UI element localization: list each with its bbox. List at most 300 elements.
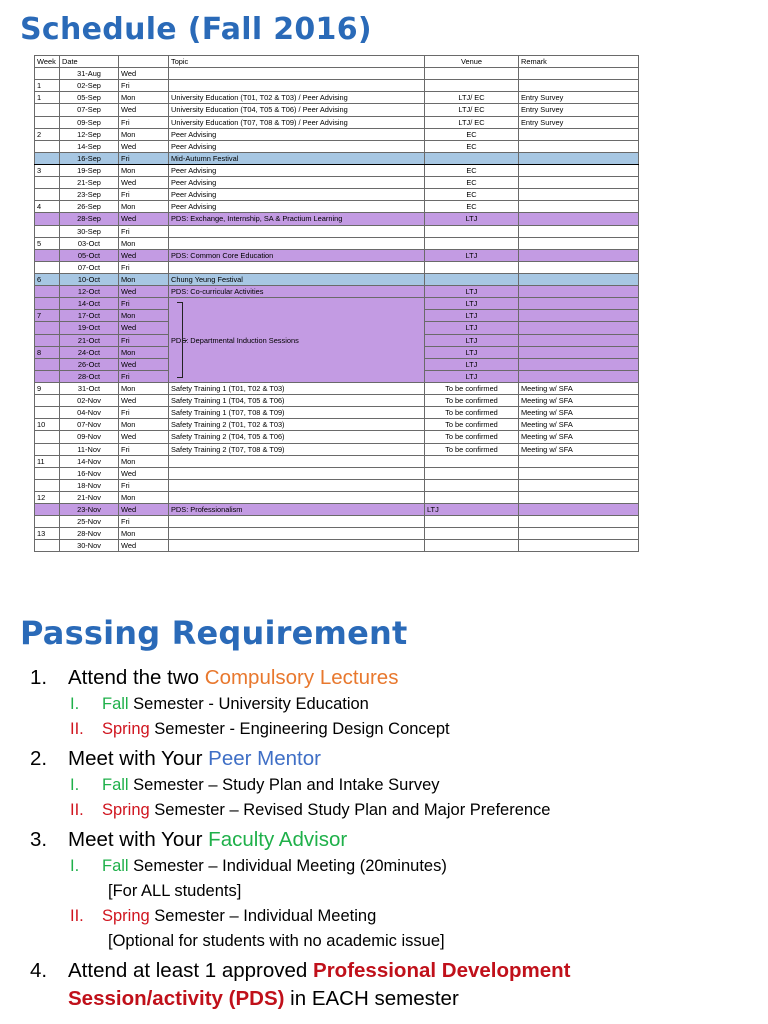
topic-cell: Peer Advising — [169, 164, 425, 176]
remark-cell — [519, 261, 639, 273]
date-cell: 23-Sep — [60, 189, 119, 201]
sub-requirement-text: Semester – Revised Study Plan and Major Preference — [149, 801, 551, 819]
date-cell: 16-Sep — [60, 152, 119, 164]
requirement-text: Session/activity (PDS) — [68, 987, 285, 1010]
week-cell — [35, 504, 60, 516]
week-cell: 12 — [35, 491, 60, 503]
day-cell: Fri — [119, 334, 169, 346]
sub-requirement-list — [30, 692, 750, 742]
remark-cell — [519, 516, 639, 528]
requirement-text: Professional Development — [313, 959, 571, 982]
requirement-text: Faculty Advisor — [208, 828, 348, 851]
remark-cell — [519, 164, 639, 176]
sub-requirement-note: [Optional for students with no academic issue] — [108, 932, 445, 950]
week-cell — [35, 370, 60, 382]
remark-cell: Meeting w/ SFA — [519, 443, 639, 455]
week-cell — [35, 261, 60, 273]
venue-cell: LTJ — [425, 370, 519, 382]
day-cell: Wed — [119, 431, 169, 443]
day-cell: Mon — [119, 346, 169, 358]
remark-cell — [519, 68, 639, 80]
sub-requirement-text: Fall — [102, 776, 129, 794]
requirement-text: Attend at least 1 approved — [68, 959, 314, 982]
venue-cell — [425, 68, 519, 80]
venue-cell — [425, 455, 519, 467]
week-cell: 7 — [35, 310, 60, 322]
day-cell: Wed — [119, 140, 169, 152]
sub-requirement-text: Spring — [102, 907, 150, 925]
remark-cell — [519, 213, 639, 225]
schedule-row — [35, 395, 639, 407]
remark-cell — [519, 346, 639, 358]
remark-cell — [519, 370, 639, 382]
topic-cell: PDS: Common Core Education — [169, 249, 425, 261]
sub-requirement-text: Semester – Individual Meeting — [149, 907, 377, 925]
date-cell: 07-Sep — [60, 104, 119, 116]
roman-numeral: II. — [70, 801, 84, 819]
day-cell: Wed — [119, 68, 169, 80]
remark-cell — [519, 322, 639, 334]
day-cell: Mon — [119, 310, 169, 322]
venue-cell — [425, 152, 519, 164]
venue-cell — [425, 540, 519, 552]
sub-requirement-item — [70, 692, 750, 717]
remark-cell: Meeting w/ SFA — [519, 431, 639, 443]
week-cell — [35, 395, 60, 407]
venue-cell: LTJ — [425, 504, 519, 516]
day-cell: Fri — [119, 225, 169, 237]
week-cell: 10 — [35, 419, 60, 431]
venue-cell: EC — [425, 177, 519, 189]
date-cell: 16-Nov — [60, 467, 119, 479]
topic-cell: PDS: Co-curricular Activities — [169, 286, 425, 298]
week-cell — [35, 407, 60, 419]
schedule-row — [35, 382, 639, 394]
day-cell: Wed — [119, 504, 169, 516]
schedule-row — [35, 298, 639, 310]
venue-cell: LTJ/ EC — [425, 92, 519, 104]
topic-cell: Peer Advising — [169, 140, 425, 152]
venue-cell: LTJ — [425, 213, 519, 225]
week-cell — [35, 298, 60, 310]
schedule-row — [35, 152, 639, 164]
venue-cell: LTJ/ EC — [425, 116, 519, 128]
topic-cell: Safety Training 1 (T01, T02 & T03) — [169, 382, 425, 394]
date-cell: 03-Oct — [60, 237, 119, 249]
remark-cell: Entry Survey — [519, 104, 639, 116]
roman-numeral: I. — [70, 776, 80, 794]
remark-cell — [519, 273, 639, 285]
date-cell: 09-Nov — [60, 431, 119, 443]
remark-cell — [519, 201, 639, 213]
schedule-header-row — [35, 56, 639, 68]
schedule-row — [35, 128, 639, 140]
sub-requirement-note: [For ALL students] — [108, 882, 242, 900]
remark-cell — [519, 225, 639, 237]
schedule-row — [35, 540, 639, 552]
venue-cell: LTJ — [425, 310, 519, 322]
remark-cell — [519, 455, 639, 467]
requirement-item — [30, 745, 750, 823]
sub-requirement-item — [70, 798, 750, 823]
schedule-table — [34, 55, 639, 552]
date-cell: 18-Nov — [60, 479, 119, 491]
roman-numeral: II. — [70, 720, 84, 738]
date-cell: 17-Oct — [60, 310, 119, 322]
day-cell: Mon — [119, 419, 169, 431]
requirement-item — [30, 826, 750, 954]
week-cell — [35, 334, 60, 346]
schedule-row — [35, 177, 639, 189]
date-cell: 26-Sep — [60, 201, 119, 213]
schedule-row — [35, 140, 639, 152]
day-cell: Fri — [119, 80, 169, 92]
date-cell: 02-Sep — [60, 80, 119, 92]
date-cell: 14-Oct — [60, 298, 119, 310]
schedule-row — [35, 261, 639, 273]
schedule-row — [35, 443, 639, 455]
day-cell: Mon — [119, 528, 169, 540]
roman-numeral: II. — [70, 907, 84, 925]
header-topic: Topic — [169, 56, 425, 68]
header-remark: Remark — [519, 56, 639, 68]
topic-cell — [169, 237, 425, 249]
date-cell: 21-Nov — [60, 491, 119, 503]
week-cell — [35, 286, 60, 298]
date-cell: 24-Oct — [60, 346, 119, 358]
date-cell: 02-Nov — [60, 395, 119, 407]
schedule-row — [35, 68, 639, 80]
date-cell: 14-Sep — [60, 140, 119, 152]
requirement-text: Attend the two — [68, 666, 205, 689]
header-venue: Venue — [425, 56, 519, 68]
remark-cell: Meeting w/ SFA — [519, 395, 639, 407]
venue-cell: LTJ — [425, 298, 519, 310]
header-date: Date — [60, 56, 119, 68]
week-cell — [35, 249, 60, 261]
remark-cell — [519, 286, 639, 298]
requirement-number: 3. — [30, 828, 48, 851]
day-cell: Fri — [119, 152, 169, 164]
week-cell — [35, 213, 60, 225]
week-cell: 1 — [35, 92, 60, 104]
date-cell: 23-Nov — [60, 504, 119, 516]
week-cell — [35, 322, 60, 334]
day-cell: Fri — [119, 298, 169, 310]
week-cell: 8 — [35, 346, 60, 358]
topic-cell — [169, 491, 425, 503]
day-cell: Wed — [119, 467, 169, 479]
header-week: Week — [35, 56, 60, 68]
day-cell: Mon — [119, 92, 169, 104]
date-cell: 12-Sep — [60, 128, 119, 140]
sub-requirement-text: Semester – Individual Meeting (20minutes) — [128, 857, 447, 875]
date-cell: 11-Nov — [60, 443, 119, 455]
requirement-text: in EACH semester — [284, 987, 459, 1010]
schedule-row — [35, 455, 639, 467]
remark-cell: Entry Survey — [519, 92, 639, 104]
week-cell — [35, 68, 60, 80]
day-cell: Wed — [119, 177, 169, 189]
venue-cell: To be confirmed — [425, 431, 519, 443]
topic-cell — [169, 516, 425, 528]
venue-cell: To be confirmed — [425, 382, 519, 394]
sub-requirement-text: Fall — [102, 695, 129, 713]
week-cell: 2 — [35, 128, 60, 140]
week-cell — [35, 116, 60, 128]
venue-cell: LTJ/ EC — [425, 104, 519, 116]
topic-cell: Chung Yeung Festival — [169, 273, 425, 285]
schedule-row — [35, 467, 639, 479]
date-cell: 09-Sep — [60, 116, 119, 128]
venue-cell: To be confirmed — [425, 407, 519, 419]
schedule-row — [35, 504, 639, 516]
date-cell: 07-Nov — [60, 419, 119, 431]
week-cell — [35, 140, 60, 152]
schedule-row — [35, 116, 639, 128]
day-cell: Fri — [119, 189, 169, 201]
remark-cell — [519, 540, 639, 552]
day-cell: Mon — [119, 164, 169, 176]
topic-cell: Peer Advising — [169, 189, 425, 201]
date-cell: 28-Sep — [60, 213, 119, 225]
remark-cell — [519, 467, 639, 479]
date-cell: 10-Oct — [60, 273, 119, 285]
sub-requirement-list — [30, 854, 750, 954]
date-cell: 30-Sep — [60, 225, 119, 237]
topic-cell — [169, 261, 425, 273]
week-cell — [35, 516, 60, 528]
schedule-row — [35, 491, 639, 503]
venue-cell: To be confirmed — [425, 395, 519, 407]
week-cell — [35, 104, 60, 116]
sub-requirement-text: Semester - University Education — [128, 695, 369, 713]
topic-cell — [169, 455, 425, 467]
topic-cell — [169, 80, 425, 92]
week-cell — [35, 152, 60, 164]
remark-cell — [519, 189, 639, 201]
week-cell — [35, 443, 60, 455]
date-cell: 31-Aug — [60, 68, 119, 80]
remark-cell — [519, 80, 639, 92]
remark-cell — [519, 528, 639, 540]
week-cell: 6 — [35, 273, 60, 285]
sub-requirement-item — [70, 904, 750, 929]
schedule-title: Schedule (Fall 2016) — [20, 12, 372, 47]
topic-cell: University Education (T01, T02 & T03) / Peer Advising — [169, 92, 425, 104]
schedule-row — [35, 286, 639, 298]
day-cell: Fri — [119, 116, 169, 128]
venue-cell — [425, 225, 519, 237]
topic-cell: Safety Training 2 (T07, T08 & T09) — [169, 443, 425, 455]
remark-cell — [519, 358, 639, 370]
day-cell: Mon — [119, 382, 169, 394]
schedule-row — [35, 80, 639, 92]
date-cell: 05-Oct — [60, 249, 119, 261]
venue-cell: EC — [425, 128, 519, 140]
remark-cell: Meeting w/ SFA — [519, 407, 639, 419]
week-cell: 13 — [35, 528, 60, 540]
schedule-row — [35, 431, 639, 443]
sub-requirement-text: Fall — [102, 857, 129, 875]
venue-cell: LTJ — [425, 346, 519, 358]
week-cell: 4 — [35, 201, 60, 213]
venue-cell: EC — [425, 201, 519, 213]
remark-cell — [519, 140, 639, 152]
day-cell: Wed — [119, 104, 169, 116]
sub-requirement-item — [70, 773, 750, 798]
venue-cell: LTJ — [425, 286, 519, 298]
topic-cell — [169, 467, 425, 479]
venue-cell — [425, 528, 519, 540]
topic-cell: Peer Advising — [169, 201, 425, 213]
departmental-induction-cell — [169, 298, 425, 383]
day-cell: Wed — [119, 249, 169, 261]
remark-cell — [519, 491, 639, 503]
requirement-number: 2. — [30, 747, 48, 770]
remark-cell: Entry Survey — [519, 116, 639, 128]
venue-cell: LTJ — [425, 249, 519, 261]
week-cell — [35, 189, 60, 201]
date-cell: 21-Oct — [60, 334, 119, 346]
topic-cell: Safety Training 1 (T04, T05 & T06) — [169, 395, 425, 407]
schedule-row — [35, 225, 639, 237]
remark-cell — [519, 334, 639, 346]
venue-cell — [425, 467, 519, 479]
venue-cell — [425, 237, 519, 249]
day-cell: Wed — [119, 358, 169, 370]
schedule-row — [35, 189, 639, 201]
venue-cell: EC — [425, 189, 519, 201]
requirement-list — [30, 664, 750, 1016]
schedule-row — [35, 249, 639, 261]
schedule-row — [35, 104, 639, 116]
venue-cell: EC — [425, 140, 519, 152]
requirement-text: Meet with Your — [68, 747, 209, 770]
week-cell — [35, 225, 60, 237]
requirement-item — [30, 957, 750, 1013]
topic-cell: Peer Advising — [169, 128, 425, 140]
schedule-row — [35, 407, 639, 419]
remark-cell — [519, 128, 639, 140]
remark-cell — [519, 249, 639, 261]
topic-cell: University Education (T04, T05 & T06) / Peer Advising — [169, 104, 425, 116]
day-cell: Mon — [119, 455, 169, 467]
remark-cell — [519, 237, 639, 249]
date-cell: 28-Nov — [60, 528, 119, 540]
header-day — [119, 56, 169, 68]
topic-cell: Mid-Autumn Festival — [169, 152, 425, 164]
topic-cell: Safety Training 2 (T01, T02 & T03) — [169, 419, 425, 431]
week-cell — [35, 540, 60, 552]
day-cell: Wed — [119, 213, 169, 225]
roman-numeral: I. — [70, 857, 80, 875]
day-cell: Mon — [119, 237, 169, 249]
topic-cell: Safety Training 2 (T04, T05 & T06) — [169, 431, 425, 443]
schedule-row — [35, 201, 639, 213]
day-cell: Fri — [119, 261, 169, 273]
week-cell — [35, 177, 60, 189]
date-cell: 14-Nov — [60, 455, 119, 467]
topic-cell — [169, 225, 425, 237]
remark-cell — [519, 177, 639, 189]
venue-cell — [425, 273, 519, 285]
week-cell — [35, 467, 60, 479]
sub-requirement-text: Spring — [102, 720, 150, 738]
requirement-number: 4. — [30, 959, 48, 982]
week-cell: 3 — [35, 164, 60, 176]
date-cell: 28-Oct — [60, 370, 119, 382]
remark-cell: Meeting w/ SFA — [519, 382, 639, 394]
sub-requirement-text: Semester – Study Plan and Intake Survey — [128, 776, 440, 794]
requirement-text: Meet with Your — [68, 828, 209, 851]
schedule-row — [35, 273, 639, 285]
sub-requirement-item — [70, 854, 750, 879]
week-cell: 9 — [35, 382, 60, 394]
date-cell: 19-Oct — [60, 322, 119, 334]
requirement-text: Peer Mentor — [208, 747, 321, 770]
departmental-induction-label: PDS: Departmental Induction Sessions — [171, 335, 299, 345]
topic-cell: PDS: Professionalism — [169, 504, 425, 516]
date-cell: 12-Oct — [60, 286, 119, 298]
topic-cell: Safety Training 1 (T07, T08 & T09) — [169, 407, 425, 419]
remark-cell: Meeting w/ SFA — [519, 419, 639, 431]
date-cell: 25-Nov — [60, 516, 119, 528]
venue-cell: LTJ — [425, 322, 519, 334]
sub-requirement-item — [70, 717, 750, 742]
schedule-row — [35, 419, 639, 431]
roman-numeral: I. — [70, 695, 80, 713]
day-cell: Wed — [119, 395, 169, 407]
week-cell: 11 — [35, 455, 60, 467]
venue-cell — [425, 491, 519, 503]
day-cell: Wed — [119, 322, 169, 334]
week-cell — [35, 479, 60, 491]
venue-cell — [425, 516, 519, 528]
bracket-tick — [182, 340, 187, 341]
sub-requirement-text: Spring — [102, 801, 150, 819]
topic-cell: PDS: Exchange, Internship, SA & Practium Learning — [169, 213, 425, 225]
sub-requirement-text: Semester - Engineering Design Concept — [149, 720, 450, 738]
venue-cell — [425, 80, 519, 92]
venue-cell: LTJ — [425, 358, 519, 370]
remark-cell — [519, 152, 639, 164]
venue-cell: To be confirmed — [425, 443, 519, 455]
requirement-text: Compulsory Lectures — [204, 666, 399, 689]
passing-requirement-title: Passing Requirement — [20, 614, 408, 652]
topic-cell — [169, 528, 425, 540]
topic-cell: University Education (T07, T08 & T09) / Peer Advising — [169, 116, 425, 128]
venue-cell — [425, 479, 519, 491]
schedule-row — [35, 213, 639, 225]
requirement-number: 1. — [30, 666, 48, 689]
remark-cell — [519, 298, 639, 310]
requirement-continuation — [30, 985, 750, 1013]
remark-cell — [519, 310, 639, 322]
date-cell: 19-Sep — [60, 164, 119, 176]
week-cell — [35, 358, 60, 370]
requirement-item — [30, 664, 750, 742]
week-cell — [35, 431, 60, 443]
schedule-row — [35, 237, 639, 249]
schedule-row — [35, 92, 639, 104]
date-cell: 31-Oct — [60, 382, 119, 394]
topic-cell — [169, 540, 425, 552]
sub-requirement-list — [30, 773, 750, 823]
topic-cell — [169, 68, 425, 80]
date-cell: 07-Oct — [60, 261, 119, 273]
day-cell: Mon — [119, 128, 169, 140]
